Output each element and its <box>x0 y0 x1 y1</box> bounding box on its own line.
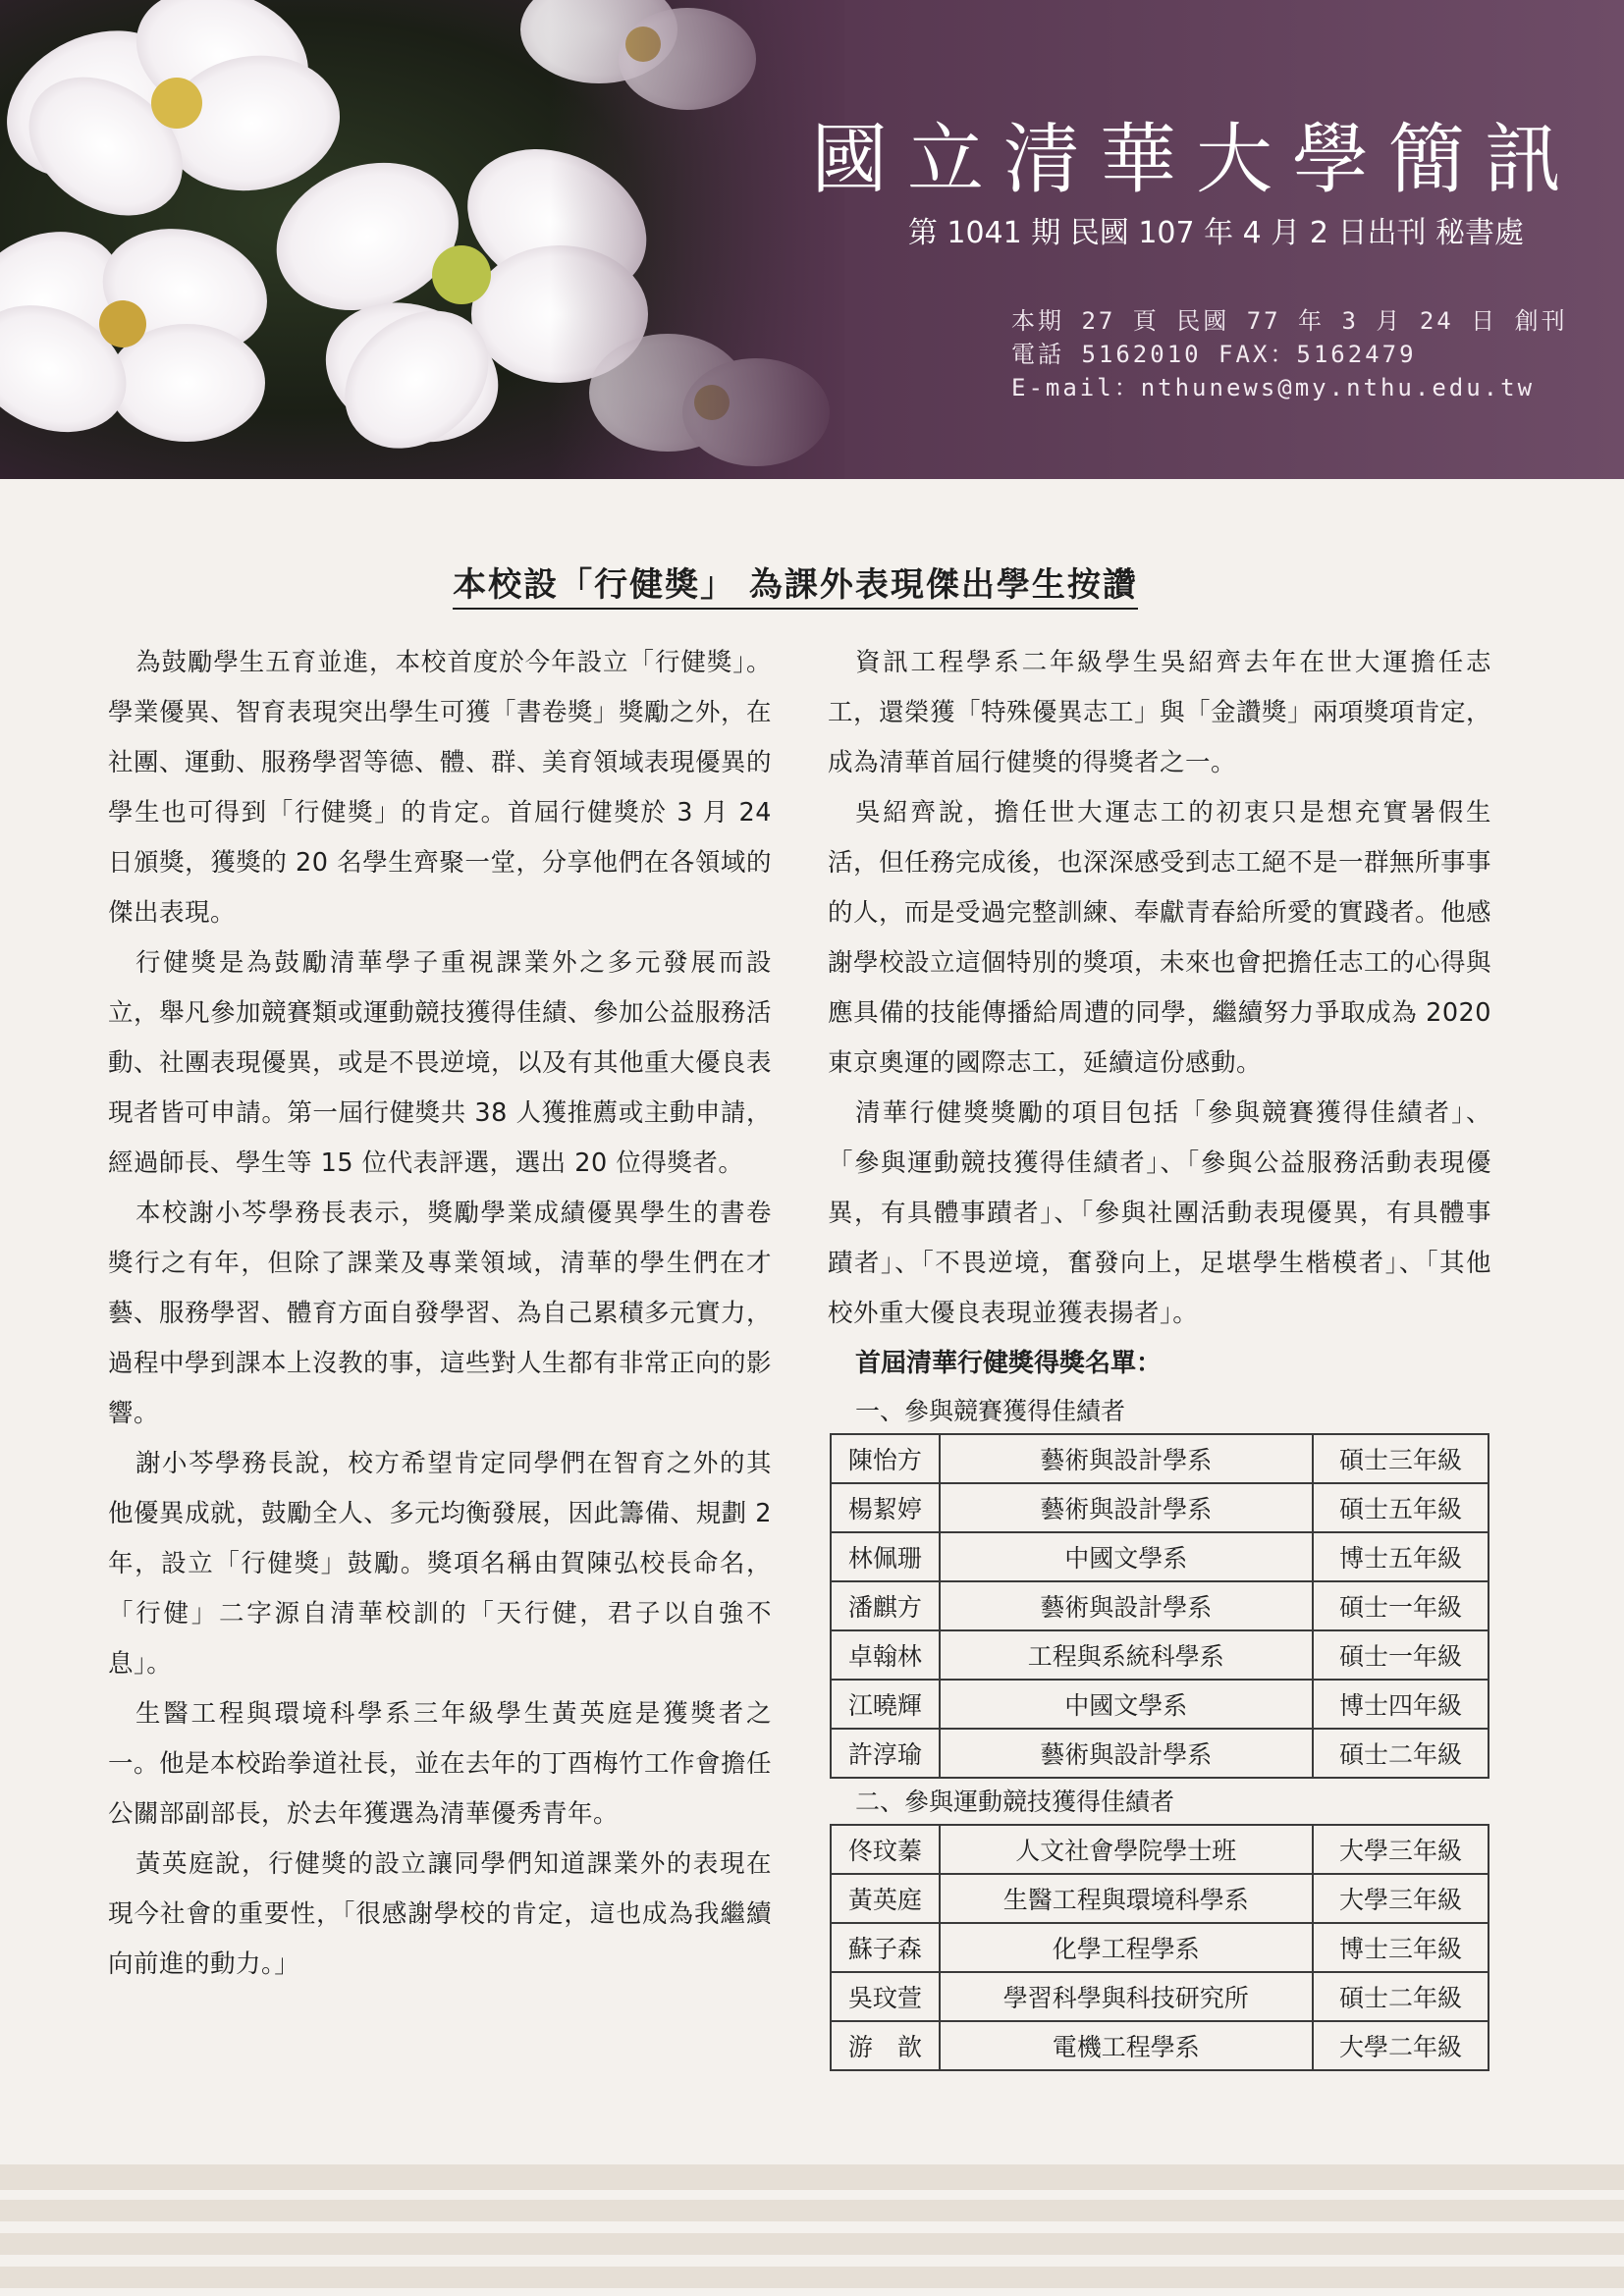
grade: 大學三年級 <box>1313 1874 1489 1923</box>
paragraph: 清華行健獎獎勵的項目包括「參與競賽獲得佳績者」、「參與運動競技獲得佳績者」、「參與公益服務活動表現優異，有具體事蹟者」、「參與社團活動表現優異，有具體事蹟者」、「不畏逆境，奮發向上，足堪學生楷模者」、「其他校外重大優良表現並獲表揚者」。 <box>828 1098 1491 1328</box>
department: 中國文學系 <box>940 1680 1313 1729</box>
left-column <box>108 638 772 1990</box>
table-row <box>831 1532 1489 1581</box>
department: 人文社會學院學士班 <box>940 1825 1313 1874</box>
table-row <box>831 2021 1489 2070</box>
table-row <box>831 1434 1489 1483</box>
department: 中國文學系 <box>940 1532 1313 1581</box>
email-line: E-mail：nthunews@my.nthu.edu.tw <box>1011 374 1536 401</box>
paragraph: 謝小芩學務長說，校方希望肯定同學們在智育之外的其他優異成就，鼓勵全人、多元均衡發展，因此籌備、規劃 2 年，設立「行健獎」鼓勵。獎項名稱由賀陳弘校長命名，「行健」二字源自清華校訓的「天行健，君子以自強不息」。 <box>108 1449 772 1679</box>
student-name: 游 歆 <box>831 2021 940 2070</box>
paragraph: 黃英庭說，行健獎的設立讓同學們知道課業外的表現在現今社會的重要性，「很感謝學校的肯定，這也成為我繼續向前進的動力。」 <box>108 1849 772 1979</box>
grade: 博士四年級 <box>1313 1680 1489 1729</box>
student-name: 佟玟蓁 <box>831 1825 940 1874</box>
phone-fax-line: 電話 5162010 FAX：5162479 <box>1011 341 1417 368</box>
plum-blossom-photo <box>0 0 844 479</box>
article-title <box>108 558 1483 606</box>
table-row <box>831 1483 1489 1532</box>
grade: 碩士一年級 <box>1313 1630 1489 1680</box>
grade: 碩士五年級 <box>1313 1483 1489 1532</box>
paragraph: 行健獎是為鼓勵清華學子重視課業外之多元發展而設立，舉凡參加競賽類或運動競技獲得佳績、參加公益服務活動、社團表現優異，或是不畏逆境，以及有其他重大優良表現者皆可申請。第一屆行健獎共 38 人獲推薦或主動申請，經過師長、學生等 15 位代表評選，選出 20 位得獎者。 <box>108 948 773 1178</box>
grade: 碩士二年級 <box>1313 1729 1489 1778</box>
article-title-text: 本校設「行健獎」 為課外表現傑出學生按讚 <box>453 565 1138 610</box>
paragraph: 生醫工程與環境科學系三年級學生黃英庭是獲獎者之一。他是本校跆拳道社長，並在去年的丁酉梅竹工作會擔任公關部副部長，於去年獲選為清華優秀青年。 <box>108 1699 773 1829</box>
paragraph: 本校謝小芩學務長表示，獎勵學業成績優異學生的書卷獎行之有年，但除了課業及專業領域，清華的學生們在才藝、服務學習、體育方面自發學習、為自己累積多元實力，過程中學到課本上沒教的事，這些對人生都有非常正向的影響。 <box>108 1199 773 1428</box>
award-table-competition <box>830 1433 1489 1779</box>
table-row <box>831 1680 1489 1729</box>
student-name: 黃英庭 <box>831 1874 940 1923</box>
student-name: 吳玟萱 <box>831 1972 940 2021</box>
newsletter-title: 國立清華大學簡訊 <box>810 116 1581 204</box>
grade: 碩士一年級 <box>1313 1581 1489 1630</box>
table-row <box>831 1581 1489 1630</box>
footer-stripe <box>0 2233 1624 2255</box>
right-column <box>828 638 1491 2071</box>
student-name: 陳怡方 <box>831 1434 940 1483</box>
footer-stripe <box>0 2164 1624 2190</box>
department: 化學工程學系 <box>940 1923 1313 1972</box>
student-name: 蘇子森 <box>831 1923 940 1972</box>
grade: 博士五年級 <box>1313 1532 1489 1581</box>
student-name: 潘麒方 <box>831 1581 940 1630</box>
award-list-heading: 首屆清華行健獎得獎名單： <box>855 1349 1163 1378</box>
grade: 大學二年級 <box>1313 2021 1489 2070</box>
founding-line: 本期 27 頁 民國 77 年 3 月 24 日 創刊 <box>1011 307 1568 335</box>
department: 藝術與設計學系 <box>940 1581 1313 1630</box>
footer-stripe <box>0 2267 1624 2288</box>
category-heading: 二、參與運動競技獲得佳績者 <box>855 1788 1175 1816</box>
table-row <box>831 1874 1489 1923</box>
publication-info <box>884 304 1568 404</box>
department: 工程與系統科學系 <box>940 1630 1313 1680</box>
paragraph: 為鼓勵學生五育並進，本校首度於今年設立「行健獎」。學業優異、智育表現突出學生可獲「書卷獎」獎勵之外，在社團、運動、服務學習等德、體、群、美育領域表現優異的學生也可得到「行健獎」的肯定。首屆行健獎於 3 月 24 日頒獎，獲獎的 20 名學生齊聚一堂，分享他們在各領域的傑出表現。 <box>108 648 773 928</box>
department: 學習科學與科技研究所 <box>940 1972 1313 2021</box>
table-row <box>831 1825 1489 1874</box>
department: 藝術與設計學系 <box>940 1434 1313 1483</box>
student-name: 林佩珊 <box>831 1532 940 1581</box>
footer-stripe <box>0 2200 1624 2221</box>
paragraph: 資訊工程學系二年級學生吳紹齊去年在世大運擔任志工，還榮獲「特殊優異志工」與「金讚獎」兩項獎項肯定，成為清華首屆行健獎的得獎者之一。 <box>828 648 1492 777</box>
category-heading: 一、參與競賽獲得佳績者 <box>855 1397 1126 1425</box>
grade: 大學三年級 <box>1313 1825 1489 1874</box>
table-row <box>831 1630 1489 1680</box>
department: 藝術與設計學系 <box>940 1483 1313 1532</box>
table-row <box>831 1729 1489 1778</box>
student-name: 江曉輝 <box>831 1680 940 1729</box>
issue-line: 第 1041 期 民國 107 年 4 月 2 日出刊 秘書處 <box>907 216 1524 250</box>
grade: 碩士二年級 <box>1313 1972 1489 2021</box>
student-name: 卓翰林 <box>831 1630 940 1680</box>
student-name: 楊絜婷 <box>831 1483 940 1532</box>
department: 藝術與設計學系 <box>940 1729 1313 1778</box>
department: 電機工程學系 <box>940 2021 1313 2070</box>
table-row <box>831 1923 1489 1972</box>
grade: 碩士三年級 <box>1313 1434 1489 1483</box>
paragraph: 吳紹齊說，擔任世大運志工的初衷只是想充實暑假生活，但任務完成後，也深深感受到志工絕不是一群無所事事的人，而是受過完整訓練、奉獻青春給所愛的實踐者。他感謝學校設立這個特別的獎項，未來也會把擔任志工的心得與應具備的技能傳播給周遭的同學，繼續努力爭取成為 2020 東京奧運的國際志工，延續這份感動。 <box>828 798 1492 1078</box>
table-row <box>831 1972 1489 2021</box>
student-name: 許淳瑜 <box>831 1729 940 1778</box>
department: 生醫工程與環境科學系 <box>940 1874 1313 1923</box>
header-banner <box>0 0 1624 479</box>
grade: 博士三年級 <box>1313 1923 1489 1972</box>
award-table-sports <box>830 1824 1489 2071</box>
